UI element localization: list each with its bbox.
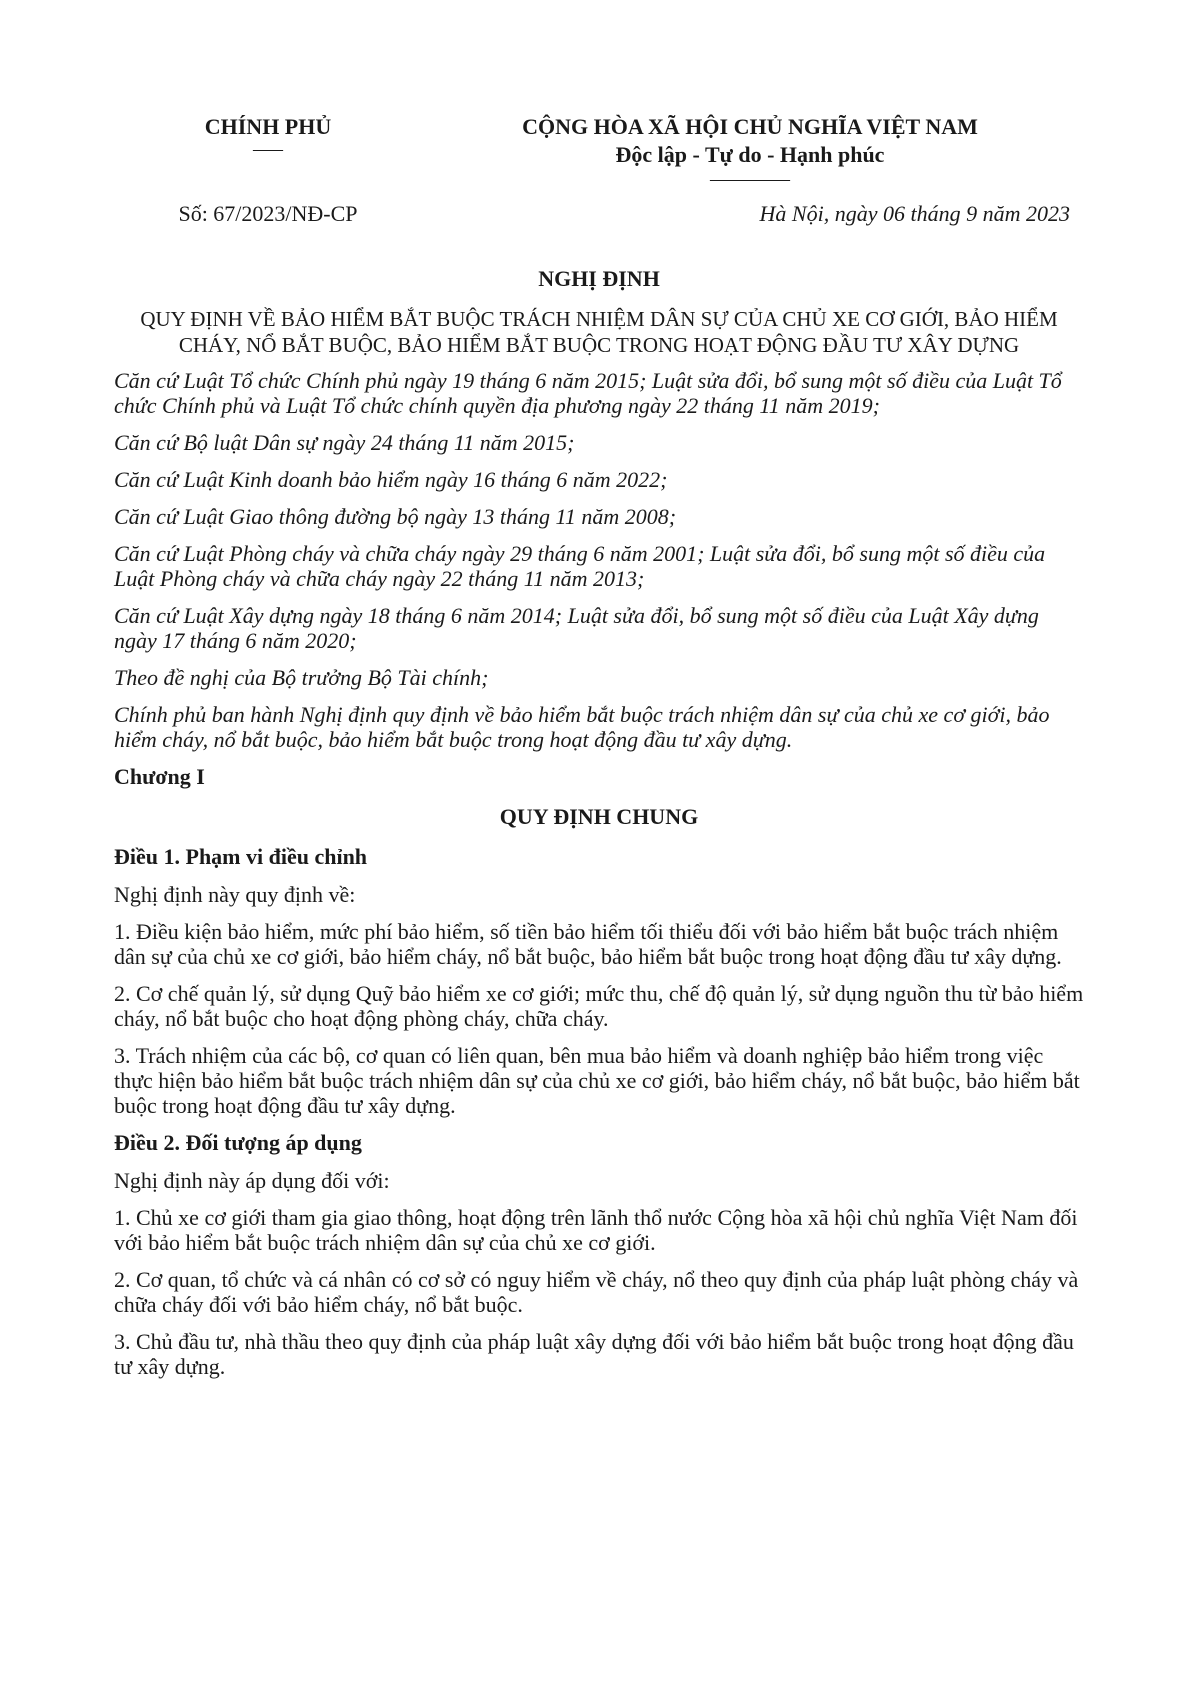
article-1-heading: Điều 1. Phạm vi điều chỉnh — [114, 844, 368, 869]
legal-basis-4: Căn cứ Luật Giao thông đường bộ ngày 13 tháng 11 năm 2008; — [114, 504, 677, 529]
article-1-item-2: 2. Cơ chế quản lý, sử dụng Quỹ bảo hiểm xe cơ giới; mức thu, chế độ quản lý, sử dụng nguồn thu từ bảo hiểm cháy, nổ bắt buộc cho hoạt động phòng cháy, chữa cháy. — [114, 981, 1084, 1031]
document-body — [114, 264, 1084, 1391]
motto-rule: –––––––– — [710, 168, 790, 190]
article-1-intro: Nghị định này quy định về: — [114, 882, 356, 907]
issuer-block — [148, 114, 388, 158]
national-heading-block — [470, 114, 1030, 188]
article-2-item-3: 3. Chủ đầu tư, nhà thầu theo quy định của pháp luật xây dựng đối với bảo hiểm bắt buộc trong hoạt động đầu tư xây dựng. — [114, 1329, 1074, 1379]
article-2-intro: Nghị định này áp dụng đối với: — [114, 1168, 390, 1193]
place-date: Hà Nội, ngày 06 tháng 9 năm 2023 — [759, 201, 1070, 226]
legal-basis-3: Căn cứ Luật Kinh doanh bảo hiểm ngày 16 tháng 6 năm 2022; — [114, 467, 668, 492]
chapter-title: QUY ĐỊNH CHUNG — [499, 804, 699, 829]
national-motto: Độc lập - Tự do - Hạnh phúc — [615, 142, 885, 167]
article-1-item-1: 1. Điều kiện bảo hiểm, mức phí bảo hiểm, số tiền bảo hiểm tối thiểu đối với bảo hiểm bắt buộc trách nhiệm dân sự của chủ xe cơ giới, bảo hiểm cháy, nổ bắt buộc, bảo hiểm bắt buộc trong hoạt động đầu tư xây dựng. — [114, 919, 1062, 969]
document-title: QUY ĐỊNH VỀ BẢO HIỂM BẮT BUỘC TRÁCH NHIỆM DÂN SỰ CỦA CHỦ XE CƠ GIỚI, BẢO HIỂM CHÁY, NỔ BẮT BUỘC, BẢO HIỂM BẮT BUỘC TRONG HOẠT ĐỘNG ĐẦU TƯ XÂY DỰNG — [140, 307, 1058, 357]
proposal-basis: Theo đề nghị của Bộ trưởng Bộ Tài chính; — [114, 665, 489, 690]
document-number: Số: 67/2023/NĐ-CP — [178, 201, 358, 226]
article-1-item-3: 3. Trách nhiệm của các bộ, cơ quan có liên quan, bên mua bảo hiểm và doanh nghiệp bảo hiểm trong việc thực hiện bảo hiểm bắt buộc trách nhiệm dân sự của chủ xe cơ giới, bảo hiểm cháy, nổ bắt buộc, bảo hiểm bắt buộc trong hoạt động đầu tư xây dựng. — [114, 1043, 1080, 1118]
document-type: NGHỊ ĐỊNH — [538, 266, 660, 291]
article-2-item-2: 2. Cơ quan, tổ chức và cá nhân có cơ sở có nguy hiểm về cháy, nổ theo quy định của pháp luật phòng cháy và chữa cháy đối với bảo hiểm cháy, nổ bắt buộc. — [114, 1267, 1079, 1317]
chapter-label: Chương I — [114, 764, 205, 789]
legal-basis-6: Căn cứ Luật Xây dựng ngày 18 tháng 6 năm 2014; Luật sửa đổi, bổ sung một số điều của Luật Xây dựng ngày 17 tháng 6 năm 2020; — [114, 603, 1039, 653]
issuer-rule: ––– — [253, 138, 283, 160]
legal-basis-5: Căn cứ Luật Phòng cháy và chữa cháy ngày 29 tháng 6 năm 2001; Luật sửa đổi, bổ sung một số điều của Luật Phòng cháy và chữa cháy ngày 22 tháng 11 năm 2013; — [114, 541, 1046, 591]
promulgation-statement: Chính phủ ban hành Nghị định quy định về bảo hiểm bắt buộc trách nhiệm dân sự của chủ xe cơ giới, bảo hiểm cháy, nổ bắt buộc, bảo hiểm bắt buộc trong hoạt động đầu tư xây dựng. — [114, 702, 1050, 752]
country-name: CỘNG HÒA XÃ HỘI CHỦ NGHĨA VIỆT NAM — [522, 114, 978, 139]
article-2-item-1: 1. Chủ xe cơ giới tham gia giao thông, hoạt động trên lãnh thổ nước Cộng hòa xã hội chủ nghĩa Việt Nam đối với bảo hiểm bắt buộc trách nhiệm dân sự của chủ xe cơ giới. — [114, 1205, 1078, 1255]
legal-basis-2: Căn cứ Bộ luật Dân sự ngày 24 tháng 11 năm 2015; — [114, 430, 575, 455]
article-2-heading: Điều 2. Đối tượng áp dụng — [114, 1130, 362, 1155]
issuer-name: CHÍNH PHỦ — [204, 114, 332, 139]
legal-basis-1: Căn cứ Luật Tổ chức Chính phủ ngày 19 tháng 6 năm 2015; Luật sửa đổi, bổ sung một số điều của Luật Tổ chức Chính phủ và Luật Tổ chức chính quyền địa phương ngày 22 tháng 11 năm 2019; — [114, 368, 1062, 418]
